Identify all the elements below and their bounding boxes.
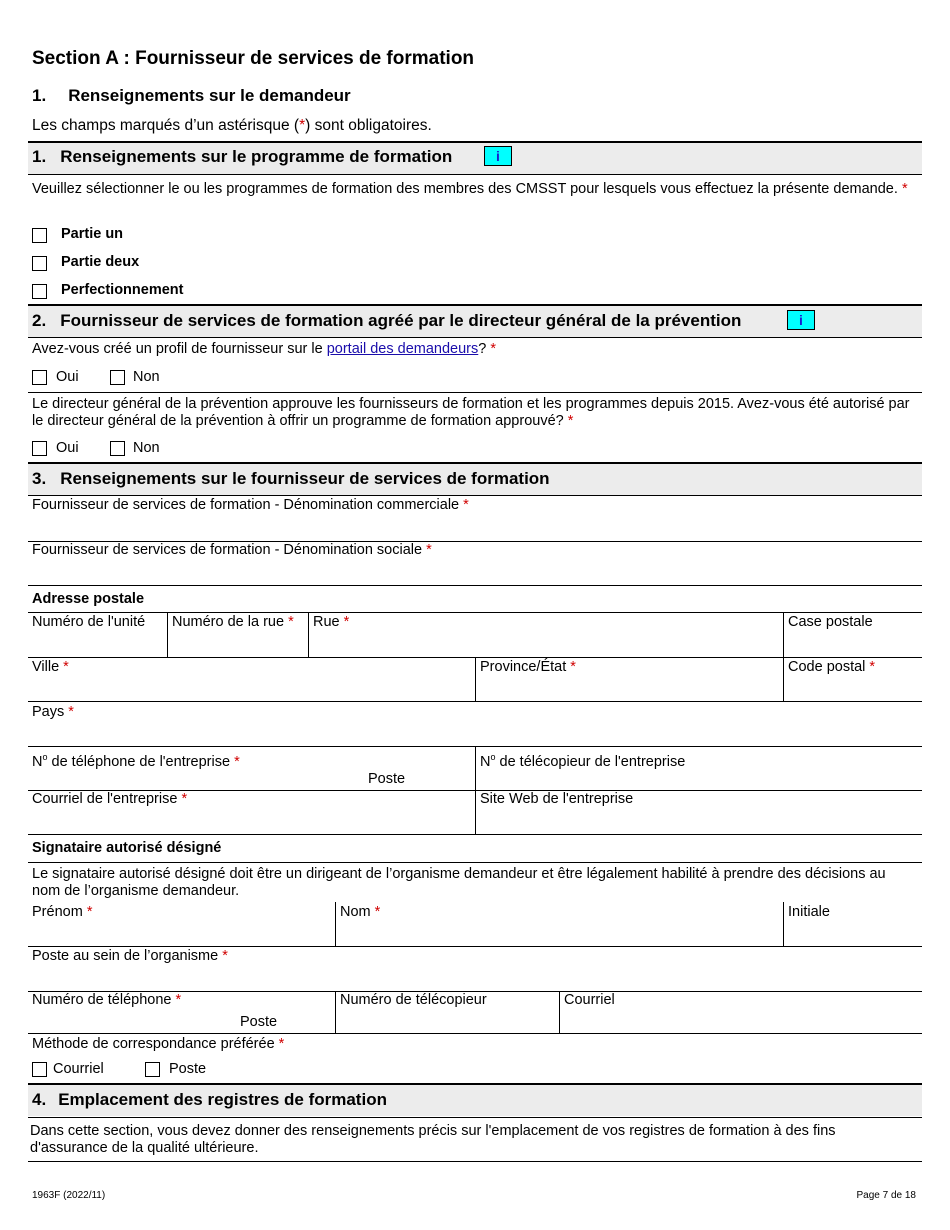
required-star: * xyxy=(343,614,350,630)
position-label-text: Poste au sein de l’organisme xyxy=(32,948,219,964)
phone-label xyxy=(32,992,181,1009)
city-input[interactable] xyxy=(28,676,474,700)
section-2-title xyxy=(32,311,741,331)
divider xyxy=(28,495,922,496)
divider xyxy=(28,946,922,947)
required-star: * xyxy=(86,904,93,920)
province-label-text: Province/État xyxy=(480,659,567,675)
legal-name-label xyxy=(32,542,432,559)
business-fax-label-text: de télécopieur de l'entreprise xyxy=(495,753,686,770)
required-star: * xyxy=(567,413,574,429)
correspondence-label xyxy=(32,1036,284,1053)
correspondence-mail-label: Poste xyxy=(169,1061,207,1077)
section-4-title xyxy=(32,1090,387,1110)
section-1-title xyxy=(32,147,452,167)
checkbox-refresher-label: Perfectionnement xyxy=(61,282,184,298)
applicant-heading-number: 1. xyxy=(32,86,47,105)
authorized-no-label: Non xyxy=(133,440,160,456)
authorization-question xyxy=(32,396,914,430)
required-note-after: ) sont obligatoires. xyxy=(305,117,432,134)
section-3-title xyxy=(32,469,550,489)
po-box-input[interactable] xyxy=(784,631,922,656)
business-fax-input[interactable] xyxy=(476,766,922,788)
postal-code-input[interactable] xyxy=(784,676,922,700)
unit-number-input[interactable] xyxy=(28,631,167,656)
business-phone-extension-input[interactable] xyxy=(412,768,474,788)
divider xyxy=(28,1117,922,1118)
correspondence-email-checkbox[interactable] xyxy=(32,1062,47,1077)
business-phone-extension-label: Poste xyxy=(368,771,406,787)
divider xyxy=(28,612,922,613)
legal-name-input[interactable] xyxy=(28,559,922,584)
first-name-label xyxy=(32,904,92,921)
section-3-title-text: Renseignements sur le fournisseur de services de formation xyxy=(60,469,550,488)
correspondence-mail-checkbox[interactable] xyxy=(145,1062,160,1077)
divider xyxy=(28,174,922,175)
required-note xyxy=(32,117,432,135)
business-phone-input[interactable] xyxy=(28,766,328,788)
email-label: Courriel xyxy=(564,992,615,1008)
po-box-label: Case postale xyxy=(788,614,873,630)
section-4-title-text: Emplacement des registres de formation xyxy=(58,1090,387,1109)
postal-code-label-text: Code postal xyxy=(788,659,866,675)
section-4-number: 4. xyxy=(32,1090,47,1109)
website-label: Site Web de l'entreprise xyxy=(480,791,634,807)
mailing-address-heading: Adresse postale xyxy=(32,591,145,607)
first-name-label-text: Prénom xyxy=(32,904,83,920)
fax-label: Numéro de télécopieur xyxy=(340,992,487,1008)
authorized-yes-label: Oui xyxy=(56,440,79,456)
city-label-text: Ville xyxy=(32,659,60,675)
checkbox-part-two[interactable] xyxy=(32,256,47,271)
required-star: * xyxy=(278,1036,285,1052)
program-question-text: Veuillez sélectionner le ou les programmes de formation des membres des CMSST pour lesquels vous effectuez la présente demande. xyxy=(32,181,898,197)
applicant-heading-text: Renseignements sur le demandeur xyxy=(68,86,351,105)
email-input[interactable] xyxy=(560,1009,922,1032)
divider xyxy=(28,392,922,393)
required-star: * xyxy=(869,659,876,675)
number-abbrev-sup: o xyxy=(42,752,48,762)
section-2-number: 2. xyxy=(32,311,47,330)
trade-name-input[interactable] xyxy=(28,514,922,540)
number-abbrev: N xyxy=(32,753,43,770)
required-star: * xyxy=(234,753,240,770)
required-star: * xyxy=(570,659,576,675)
authorized-yes-checkbox[interactable] xyxy=(32,441,47,456)
applicant-heading xyxy=(32,86,351,106)
phone-extension-input[interactable] xyxy=(284,1011,334,1031)
required-note-before: Les champs marqués d’un astérisque ( xyxy=(32,117,300,134)
page-number: Page 7 de 18 xyxy=(856,1190,916,1201)
street-label xyxy=(313,614,349,631)
required-star: * xyxy=(490,341,497,357)
section-2-title-text: Fournisseur de services de formation agréé par le directeur général de la prévention xyxy=(60,311,742,330)
required-star: * xyxy=(374,904,381,920)
initial-label: Initiale xyxy=(788,904,830,920)
signatory-note: Le signataire autorisé désigné doit être un dirigeant de l’organisme demandeur et être légalement habilité à prendre des décisions au nom de l’organisme demandeur. xyxy=(32,866,886,899)
country-label xyxy=(32,704,74,721)
province-input[interactable] xyxy=(476,676,782,700)
street-number-label xyxy=(172,614,294,631)
province-label xyxy=(480,659,576,676)
street-input[interactable] xyxy=(309,631,782,656)
phone-input[interactable] xyxy=(28,1009,228,1031)
section-1-number: 1. xyxy=(32,147,47,166)
authorization-question-text: Le directeur général de la prévention approuve les fournisseurs de formation et les programmes depuis 2015. Avez-vous été autorisé par le directeur général de la prévention à offrir un programme de formation approuvé? xyxy=(32,396,910,429)
business-email-label xyxy=(32,791,187,808)
profile-question xyxy=(32,341,496,358)
last-name-input[interactable] xyxy=(336,921,782,945)
last-name-label xyxy=(340,904,380,921)
required-star: * xyxy=(63,659,69,675)
correspondence-email-label: Courriel xyxy=(53,1061,104,1077)
profile-no-label: Non xyxy=(133,369,160,385)
profile-yes-checkbox[interactable] xyxy=(32,370,47,385)
required-star: * xyxy=(901,181,908,197)
required-star: * xyxy=(299,117,306,134)
city-label xyxy=(32,659,69,676)
divider xyxy=(28,834,922,835)
required-star: * xyxy=(426,542,432,558)
postal-code-label xyxy=(788,659,875,676)
profile-question-mark: ? xyxy=(478,341,487,357)
trade-name-label-text: Fournisseur de services de formation - Dénomination commerciale xyxy=(32,497,460,513)
checkbox-part-one-label: Partie un xyxy=(61,226,124,242)
phone-label-text: Numéro de téléphone xyxy=(32,992,172,1008)
street-number-label-text: Numéro de la rue xyxy=(172,614,285,630)
required-star: * xyxy=(175,992,182,1008)
section-4-text: Dans cette section, vous devez donner des renseignements précis sur l'emplacement de vos registres de formation à des fins d'assurance de la qualité ultérieure. xyxy=(30,1123,836,1156)
divider xyxy=(28,1161,922,1162)
correspondence-label-text: Méthode de correspondance préférée xyxy=(32,1036,275,1052)
profile-question-text: Avez-vous créé un profil de fournisseur sur le xyxy=(32,341,327,357)
country-input[interactable] xyxy=(28,721,922,745)
fax-input[interactable] xyxy=(336,1009,558,1032)
business-phone-label-text: de téléphone de l'entreprise xyxy=(47,753,231,770)
checkbox-refresher[interactable] xyxy=(32,284,47,299)
number-abbrev-sup: o xyxy=(490,752,496,762)
profile-no-checkbox[interactable] xyxy=(110,370,125,385)
section-title: Section A : Fournisseur de services de formation xyxy=(32,48,475,69)
position-label xyxy=(32,948,228,965)
required-star: * xyxy=(463,497,469,513)
last-name-label-text: Nom xyxy=(340,904,371,920)
program-question xyxy=(32,181,912,198)
business-email-input[interactable] xyxy=(28,808,474,833)
required-star: * xyxy=(288,614,294,630)
checkbox-part-two-label: Partie deux xyxy=(61,254,140,270)
required-star: * xyxy=(68,704,74,720)
checkbox-part-one[interactable] xyxy=(32,228,47,243)
info-button-section-2[interactable]: i xyxy=(787,310,815,330)
required-star: * xyxy=(222,948,228,964)
applicant-portal-link[interactable]: portail des demandeurs xyxy=(326,341,479,357)
divider xyxy=(28,862,922,863)
divider xyxy=(28,337,922,338)
position-input[interactable] xyxy=(28,965,922,990)
divider xyxy=(28,585,922,586)
form-id: 1963F (2022/11) xyxy=(32,1190,106,1201)
divider xyxy=(28,701,922,702)
number-abbrev: N xyxy=(480,753,491,770)
divider xyxy=(28,1033,922,1034)
info-button-section-1[interactable]: i xyxy=(484,146,512,166)
unit-number-label: Numéro de l'unité xyxy=(32,614,146,630)
business-email-label-text: Courriel de l'entreprise xyxy=(32,791,178,807)
phone-extension-label: Poste xyxy=(240,1014,278,1030)
street-number-input[interactable] xyxy=(168,631,307,656)
initial-input[interactable] xyxy=(784,921,922,945)
section-3-number: 3. xyxy=(32,469,47,488)
profile-yes-label: Oui xyxy=(56,369,79,385)
street-label-text: Rue xyxy=(313,614,340,630)
trade-name-label xyxy=(32,497,469,514)
signatory-heading: Signataire autorisé désigné xyxy=(32,840,222,856)
required-star: * xyxy=(181,791,188,807)
website-input[interactable] xyxy=(476,808,922,833)
first-name-input[interactable] xyxy=(28,921,334,945)
section-1-title-text: Renseignements sur le programme de formation xyxy=(60,147,453,166)
country-label-text: Pays xyxy=(32,704,65,720)
authorized-no-checkbox[interactable] xyxy=(110,441,125,456)
legal-name-label-text: Fournisseur de services de formation - Dénomination sociale xyxy=(32,542,423,558)
